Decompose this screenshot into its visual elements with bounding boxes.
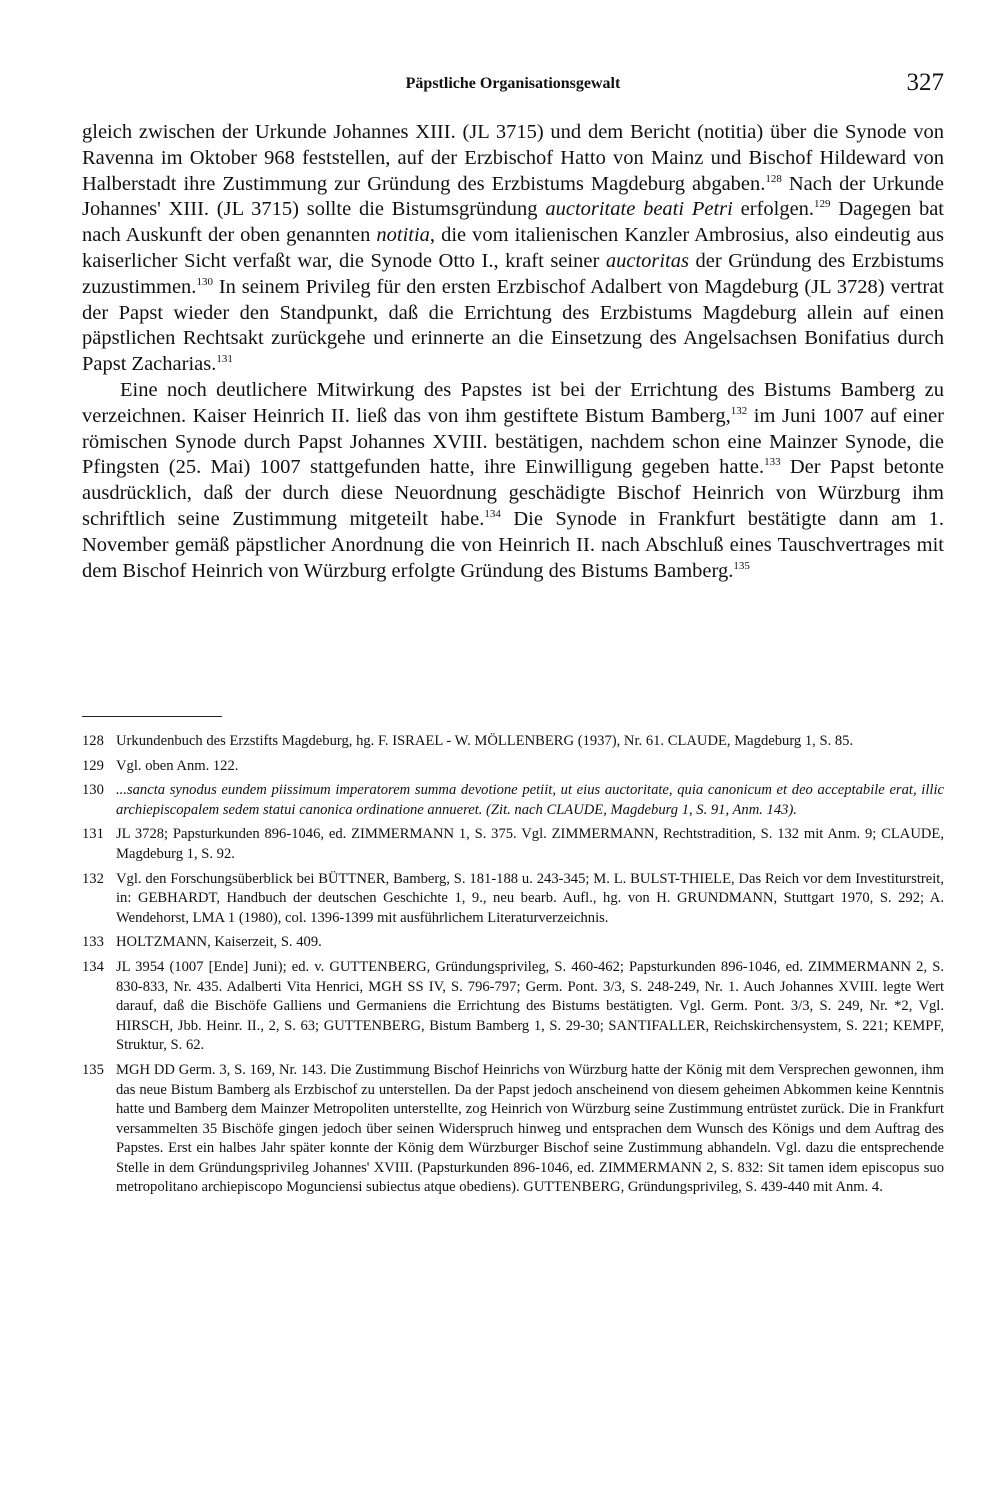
footnote-text: ...sancta synodus eundem piissimum imperatorem summa devotione petiit, ut eius auctoritate, quia canonicum et deo acceptabile erat, illic archiepiscopalem sedem statui canonica ordinatione annueret. (Zit. nach CLAUDE, Magdeburg 1, S. 91, Anm. 143). xyxy=(116,782,944,818)
text-run: Eine noch deutlichere Mitwirkung des Papstes ist bei der Errichtung des Bistums Bamberg zu verzeichnen. Kaiser Heinrich II. ließ das von ihm gestiftete Bistum Bamberg, xyxy=(82,378,944,427)
text-run: Der Papst betonte ausdrücklich, daß der durch diese Neuordnung geschädigte Bischof Heinrich von Würzburg ihm schriftlich seine Zustimmung mitgeteilt habe. xyxy=(82,456,944,530)
footnote xyxy=(82,870,944,929)
italic-run: auctoritas xyxy=(605,249,689,272)
running-head xyxy=(82,69,944,113)
footnote-number: 128 xyxy=(82,733,104,749)
footnote-ref-132[interactable]: 132 xyxy=(730,404,748,417)
page-number: 327 xyxy=(906,69,944,96)
running-title: Päpstliche Organisationsgewalt xyxy=(405,75,621,92)
footnote xyxy=(82,757,944,777)
text-run: erfolgen. xyxy=(732,198,815,221)
text-run: Die Synode in Frankfurt bestätigte dann am 1. November gemäß päpstlicher Anordnung die von Heinrich II. nach Abschluß eines Tauschvertrages mit dem Bischof Heinrich von Würzburg erfolgte Gründung des Bistums Bamberg. xyxy=(82,507,945,582)
text-run: im Juni 1007 auf einer römischen Synode durch Papst Johannes XVIII. bestätigen, nachdem schon eine Mainzer Synode, die Pfingsten (25. Mai) 1007 stattgefunden hatte, ihre Einwilligung gegeben hatte. xyxy=(82,404,944,479)
footnote-text: MGH DD Germ. 3, S. 169, Nr. 143. Die Zustimmung Bischof Heinrichs von Würzburg hatte der König mit dem Versprechen gewonnen, ihm das neue Bistum Bamberg als Erzbischof zu unterstellen. Da der Papst jedoch anscheinend von diesem geheimen Abkommen keine Kenntnis hatte und Bamberg dem Mainzer Metropoliten unterstellte, zog Heinrich von Würzburg seine Zustimmung entrüstet zurück. Die in Frankfurt versammelten 35 Bischöfe gingen jedoch über seinen Widerspruch hinweg und entsprachen dem Wunsch des Königs und dem Auftrag des Papstes. Erst ein halbes Jahr später konnte der König dem Würzburger Bischof seine Zustimmung abhandeln. Vgl. dazu die entsprechende Stelle in dem Gründungsprivileg Johannes' XVIII. (Papsturkunden 896-1046, ed. ZIMMERMANN 2, S. 832: Sit tamen idem episcopus suo metropolitano archiepiscopo Mogunciensi subiectus atque obediens). GUTTENBERG, Gründungsprivileg, S. 439-440 mit Anm. 4. xyxy=(116,1061,944,1196)
footnote-text: HOLTZMANN, Kaiserzeit, S. 409. xyxy=(116,934,322,951)
italic-run: notitia xyxy=(376,224,430,247)
footnote-number: 129 xyxy=(82,757,104,774)
footnote-text: JL 3954 (1007 [Ende] Juni); ed. v. GUTTENBERG, Gründungsprivileg, S. 460-462; Papsturkunden 896-1046, ed. ZIMMERMANN 2, S. 830-833, Nr. 435. Adalberti Vita Henrici, MGH SS IV, S. 796-797; Germ. Pont. 3/3, S. 248-249, Nr. 1. Auch Johannes XVIII. legte Wert darauf, daß die Bischöfe Galliens und Germaniens die Errichtung des Bistums bestätigten. Vgl. Germ. Pont. 3/3, S. 249, Nr. *2, Vgl. HIRSCH, Jbb. Heinr. II., 2, S. 63; GUTTENBERG, Bistum Bamberg 1, S. 29-30; SANTIFALLER, Reichskirchensystem, S. 221; KEMPF, Struktur, S. 62. xyxy=(116,958,944,1054)
footnote-number: 132 xyxy=(82,870,104,887)
footnote-number: 135 xyxy=(82,1061,104,1078)
footnote xyxy=(82,933,944,953)
footnote-number: 130 xyxy=(82,782,104,799)
text-run: der Gründung des Erzbistums zuzustimmen. xyxy=(82,249,944,298)
footnote-ref-129[interactable]: 129 xyxy=(814,198,831,211)
footnote-number: 131 xyxy=(82,826,104,843)
footnote xyxy=(82,732,944,752)
footnote-ref-128[interactable]: 128 xyxy=(765,172,782,185)
footnote-divider xyxy=(82,716,222,717)
footnote-ref-133[interactable]: 133 xyxy=(764,456,781,469)
paragraph-1 xyxy=(82,120,944,378)
footnote-ref-131[interactable]: 131 xyxy=(216,353,233,366)
footnote xyxy=(82,781,944,820)
footnotes xyxy=(82,732,944,1203)
footnote-ref-130[interactable]: 130 xyxy=(196,275,213,288)
body-text xyxy=(82,120,944,584)
footnote-ref-135[interactable]: 135 xyxy=(733,559,750,572)
footnote-text: Vgl. oben Anm. 122. xyxy=(116,757,239,774)
footnote xyxy=(82,1061,944,1198)
italic-run: auctoritate beati Petri xyxy=(545,198,733,221)
footnote-text: Vgl. den Forschungsüberblick bei BÜTTNER, Bamberg, S. 181-188 u. 243-345; M. L. BULST-THIELE, Das Reich vor dem Investiturstreit, in: GEBHARDT, Handbuch der deutschen Geschichte 1, 9., neu bearb. Aufl., hg. von H. GRUNDMANN, Stuttgart 1970, S. 292; A. Wendehorst, LMA 1 (1980), col. 1396-1399 mit ausführlichem Literaturverzeichnis. xyxy=(116,870,944,926)
paragraph-2 xyxy=(82,378,944,584)
footnote xyxy=(82,825,944,864)
footnote-number: 133 xyxy=(82,934,104,951)
text-run: Dagegen bat nach Auskunft der oben genannten xyxy=(82,198,944,247)
footnote-number: 134 xyxy=(82,958,104,975)
footnote-ref-134[interactable]: 134 xyxy=(484,508,501,521)
text-run: gleich zwischen der Urkunde Johannes XIII. (JL 3715) und dem Bericht (notitia) über die Synode von Ravenna im Oktober 968 feststellen, auf der Erzbischof Hatto von Mainz und Bischof Hildeward von Halberstadt ihre Zustimmung zur Gründung des Erzbistums Magdeburg abgaben. xyxy=(82,121,944,195)
text-run: In seinem Privileg für den ersten Erzbischof Adalbert von Magdeburg (JL 3728) vertrat der Papst wieder den Standpunkt, daß die Errichtung des Erzbistums Magdeburg allein auf einen päpstlichen Rechtsakt zurückgehe und erinnerte an die Einsetzung des Angelsachsen Bonifatius durch Papst Zacharias. xyxy=(82,275,944,376)
footnote xyxy=(82,958,944,1056)
footnote-text: JL 3728; Papsturkunden 896-1046, ed. ZIMMERMANN 1, S. 375. Vgl. ZIMMERMANN, Rechtstradition, S. 132 mit Anm. 9; CLAUDE, Magdeburg 1, S. 92. xyxy=(116,826,944,862)
footnote-text: Urkundenbuch des Erzstifts Magdeburg, hg. F. ISRAEL - W. MÖLLENBERG (1937), Nr. 61. CLAUDE, Magdeburg 1, S. 85. xyxy=(116,733,854,749)
text-run: Nach der Urkunde Johannes' XIII. (JL 3715) sollte die Bistumsgründung xyxy=(82,172,944,221)
text-run: , die vom italienischen Kanzler Ambrosius, also eindeutig aus kaiserlicher Sicht verfaßt war, die Synode Otto I., kraft seiner xyxy=(82,224,944,272)
